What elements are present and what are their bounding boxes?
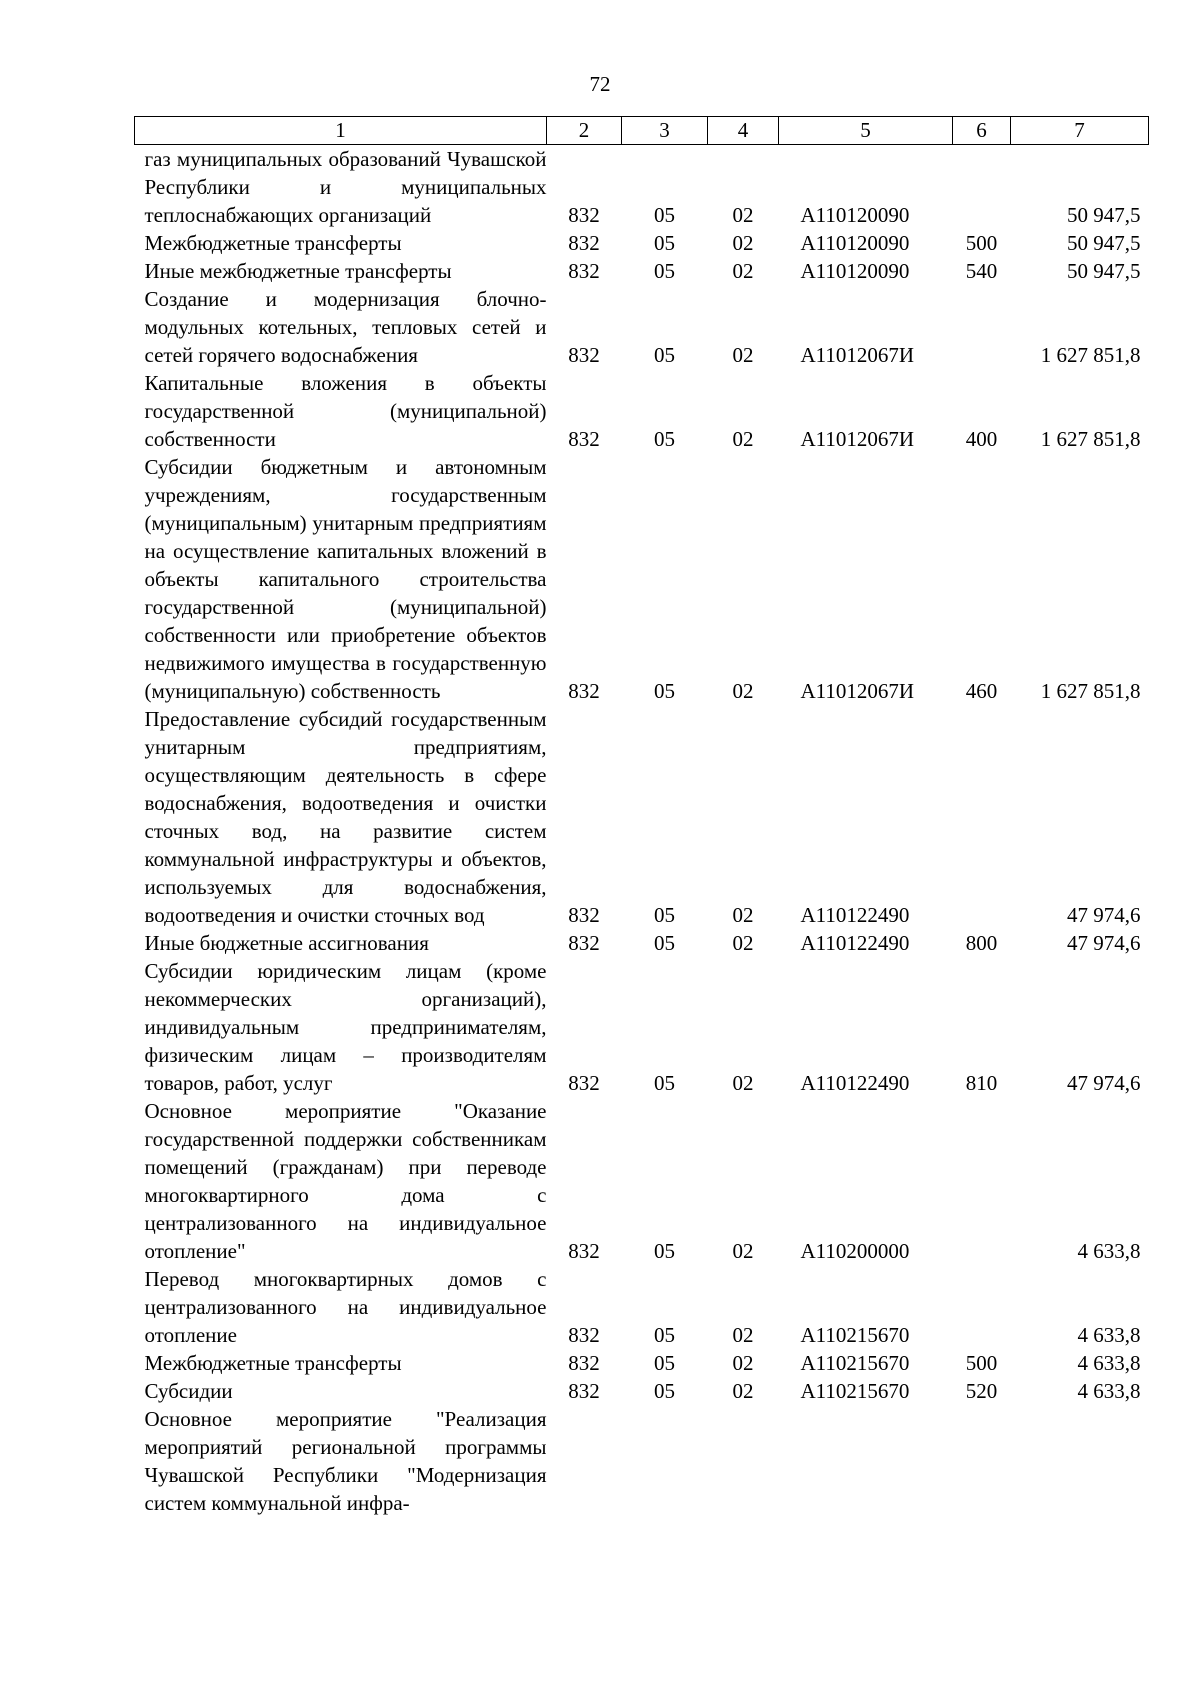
row-col5: А110122490 xyxy=(800,931,910,955)
row-col4: 02 xyxy=(732,1379,754,1403)
row-col5: А110122490 xyxy=(800,903,910,927)
row-col7: 47 974,6 xyxy=(1067,903,1141,927)
row-col3: 05 xyxy=(654,1379,675,1403)
row-col4: 02 xyxy=(732,1351,754,1375)
row-col6 xyxy=(953,1097,1011,1265)
row-col3: 05 xyxy=(654,679,675,703)
row-col6 xyxy=(953,1405,1011,1517)
row-col7: 1 627 851,8 xyxy=(1040,679,1141,703)
row-col5: А110120090 xyxy=(800,203,910,227)
row-col3: 05 xyxy=(654,903,675,927)
row-col4: 02 xyxy=(732,231,754,255)
page-number: 72 xyxy=(589,72,611,96)
table-row xyxy=(135,145,1149,230)
table-row xyxy=(135,929,1149,957)
row-name: Перевод многоквартирных домов с централизованного на индивидуальное отопление xyxy=(144,1267,547,1347)
row-col4: 02 xyxy=(732,1071,754,1095)
row-col2: 832 xyxy=(568,1239,600,1263)
row-col4: 02 xyxy=(732,259,754,283)
row-col5: А11012067И xyxy=(800,343,915,367)
table-row xyxy=(135,369,1149,453)
table-header xyxy=(135,117,1149,145)
row-col5: А110122490 xyxy=(800,1071,910,1095)
row-col2: 832 xyxy=(568,903,600,927)
table-row xyxy=(135,1349,1149,1377)
row-col7: 50 947,5 xyxy=(1067,259,1141,283)
row-name: газ муниципальных образований Чувашской Республики и муниципальных теплоснабжающих организаций xyxy=(144,147,547,227)
row-col4: 02 xyxy=(732,343,754,367)
row-col7 xyxy=(1011,1405,1149,1517)
row-col2 xyxy=(547,1405,622,1517)
row-col5: А110215670 xyxy=(800,1351,910,1375)
row-col6 xyxy=(953,705,1011,929)
table-row xyxy=(135,1097,1149,1265)
row-name: Иные бюджетные ассигнования xyxy=(144,931,429,955)
row-col5: А110215670 xyxy=(800,1379,910,1403)
row-col2: 832 xyxy=(568,203,600,227)
row-col3: 05 xyxy=(654,343,675,367)
header-col-6: 6 xyxy=(953,117,1011,145)
row-col7: 50 947,5 xyxy=(1067,231,1141,255)
header-col-5: 5 xyxy=(779,117,953,145)
table-row xyxy=(135,453,1149,705)
row-col5: А110215670 xyxy=(800,1323,910,1347)
row-name: Капитальные вложения в объекты государственной (муниципальной) собственности xyxy=(144,371,547,451)
row-col3: 05 xyxy=(654,259,675,283)
row-col2: 832 xyxy=(568,231,600,255)
row-col3: 05 xyxy=(654,931,675,955)
row-col7: 50 947,5 xyxy=(1067,203,1141,227)
row-name: Субсидии бюджетным и автономным учреждениям, государственным (муниципальным) унитарным предприятиям на осуществление капитальных вложений в объекты капитального строительства государственной (муниципальной) собственности или приобретение объектов недвижимого имущества в государственную (муниципальную) собственность xyxy=(144,455,547,703)
row-col5: А110200000 xyxy=(800,1239,910,1263)
row-col7: 47 974,6 xyxy=(1067,1071,1141,1095)
row-col2: 832 xyxy=(568,1071,600,1095)
row-name: Субсидии xyxy=(144,1379,233,1403)
row-col3: 05 xyxy=(654,1351,675,1375)
row-col5: А110120090 xyxy=(800,259,910,283)
header-col-1: 1 xyxy=(135,117,547,145)
header-col-4: 4 xyxy=(708,117,779,145)
row-col7: 1 627 851,8 xyxy=(1040,427,1141,451)
row-col4: 02 xyxy=(732,427,754,451)
row-col4: 02 xyxy=(732,679,754,703)
header-col-2: 2 xyxy=(547,117,622,145)
row-name: Основное мероприятие "Оказание государственной поддержки собственникам помещений (гражданам) при переводе многоквартирного дома с централизованного на индивидуальное отопление" xyxy=(144,1099,547,1263)
row-col2: 832 xyxy=(568,343,600,367)
header-col-7: 7 xyxy=(1011,117,1149,145)
table-row xyxy=(135,257,1149,285)
header-row xyxy=(135,117,1149,145)
row-name: Основное мероприятие "Реализация мероприятий региональной программы Чувашской Республики "Модернизация систем коммунальной инфра- xyxy=(144,1407,547,1515)
row-col2: 832 xyxy=(568,1323,600,1347)
table-row xyxy=(135,1265,1149,1349)
row-col2: 832 xyxy=(568,931,600,955)
row-col6: 500 xyxy=(965,231,998,255)
table-row xyxy=(135,285,1149,369)
row-col6 xyxy=(953,285,1011,369)
row-col4: 02 xyxy=(732,1323,754,1347)
row-col5: А11012067И xyxy=(800,427,915,451)
table-row xyxy=(135,1405,1149,1517)
row-col3: 05 xyxy=(654,1071,675,1095)
row-col2: 832 xyxy=(568,427,600,451)
row-col6 xyxy=(953,1265,1011,1349)
row-name: Создание и модернизация блочно-модульных котельных, тепловых сетей и сетей горячего водоснабжения xyxy=(144,287,547,367)
row-col7: 4 633,8 xyxy=(1077,1323,1141,1347)
row-col7: 4 633,8 xyxy=(1077,1239,1141,1263)
row-col3: 05 xyxy=(654,231,675,255)
row-col3: 05 xyxy=(654,427,675,451)
row-col4: 02 xyxy=(732,931,754,955)
row-name: Предоставление субсидий государственным унитарным предприятиям, осуществляющим деятельность в сфере водоснабжения, водоотведения и очистки сточных вод, на развитие систем коммунальной инфраструктуры и объектов, используемых для водоснабжения, водоотведения и очистки сточных вод xyxy=(144,707,547,927)
row-col5: А11012067И xyxy=(800,679,915,703)
budget-table xyxy=(134,116,1149,1517)
row-col3 xyxy=(622,1405,708,1517)
row-col2: 832 xyxy=(568,259,600,283)
row-col7: 4 633,8 xyxy=(1077,1351,1141,1375)
row-name: Межбюджетные трансферты xyxy=(144,231,402,255)
row-col7: 4 633,8 xyxy=(1077,1379,1141,1403)
row-col2: 832 xyxy=(568,1351,600,1375)
row-col3: 05 xyxy=(654,203,675,227)
table-row xyxy=(135,229,1149,257)
row-name: Субсидии юридическим лицам (кроме некоммерческих организаций), индивидуальным предпринимателям, физическим лицам – производителям товаров, работ, услуг xyxy=(144,959,547,1095)
row-col6: 540 xyxy=(965,259,998,283)
row-col6: 810 xyxy=(965,1071,998,1095)
row-col4 xyxy=(708,1405,779,1517)
row-col7: 47 974,6 xyxy=(1067,931,1141,955)
row-col6: 800 xyxy=(965,931,998,955)
row-col6 xyxy=(953,145,1011,230)
row-col6: 500 xyxy=(965,1351,998,1375)
row-col3: 05 xyxy=(654,1323,675,1347)
row-col6: 520 xyxy=(965,1379,998,1403)
row-name: Иные межбюджетные трансферты xyxy=(144,259,452,283)
row-col2: 832 xyxy=(568,679,600,703)
header-col-3: 3 xyxy=(622,117,708,145)
row-col4: 02 xyxy=(732,1239,754,1263)
table-row xyxy=(135,705,1149,929)
row-name: Межбюджетные трансферты xyxy=(144,1351,402,1375)
table-body xyxy=(135,145,1149,1518)
row-col4: 02 xyxy=(732,903,754,927)
row-col6: 400 xyxy=(965,427,998,451)
row-col7: 1 627 851,8 xyxy=(1040,343,1141,367)
row-col5: А110120090 xyxy=(800,231,910,255)
row-col2: 832 xyxy=(568,1379,600,1403)
table-row xyxy=(135,957,1149,1097)
table-row xyxy=(135,1377,1149,1405)
row-col5 xyxy=(779,1405,953,1517)
row-col3: 05 xyxy=(654,1239,675,1263)
row-col4: 02 xyxy=(732,203,754,227)
row-col6: 460 xyxy=(965,679,998,703)
